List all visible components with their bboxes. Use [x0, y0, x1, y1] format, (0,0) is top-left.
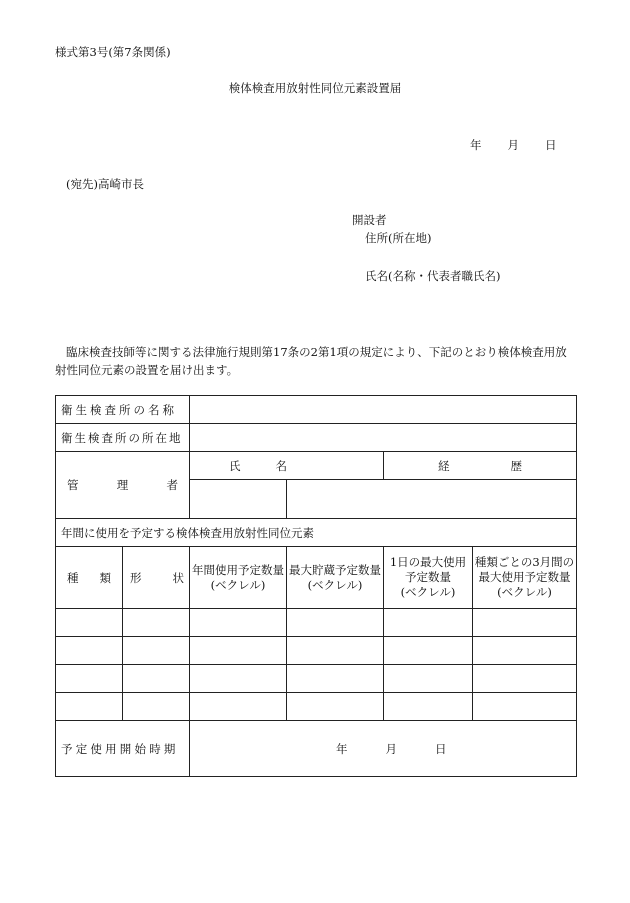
storage-cell[interactable]	[287, 609, 384, 637]
manager-career-header: 経 歴	[384, 452, 577, 480]
three-month-cell[interactable]	[473, 609, 577, 637]
manager-name-header: 氏 名	[190, 452, 384, 480]
start-month: 月	[385, 741, 397, 756]
notification-table	[55, 395, 577, 777]
facility-name-label: 衛生検査所の名称	[56, 396, 190, 424]
three-month-cell[interactable]	[473, 637, 577, 665]
addressee: (宛先)高崎市長	[66, 177, 144, 191]
daily-cell[interactable]	[384, 609, 473, 637]
storage-cell[interactable]	[287, 665, 384, 693]
three-month-max-header: 種類ごとの3月間の 最大使用予定数量 (ベクレル)	[473, 547, 577, 609]
three-month-cell[interactable]	[473, 693, 577, 721]
annual-cell[interactable]	[190, 693, 287, 721]
storage-cell[interactable]	[287, 637, 384, 665]
annual-cell[interactable]	[190, 637, 287, 665]
manager-career-field[interactable]	[287, 480, 577, 519]
form-header: 形 状	[123, 547, 190, 609]
isotope-row	[56, 693, 577, 721]
date-year: 年	[470, 138, 482, 152]
manager-name-field[interactable]	[190, 480, 287, 519]
facility-name-field[interactable]	[190, 396, 577, 424]
manager-label: 管 理 者	[56, 452, 190, 519]
kind-cell[interactable]	[56, 609, 123, 637]
form-cell[interactable]	[123, 665, 190, 693]
annual-quantity-header: 年間使用予定数量 (ベクレル)	[190, 547, 287, 609]
applicant-heading: 開設者	[352, 213, 387, 227]
kind-cell[interactable]	[56, 637, 123, 665]
annual-cell[interactable]	[190, 609, 287, 637]
daily-cell[interactable]	[384, 665, 473, 693]
storage-cell[interactable]	[287, 693, 384, 721]
daily-cell[interactable]	[384, 637, 473, 665]
submission-date	[470, 137, 557, 153]
isotope-row	[56, 637, 577, 665]
kind-cell[interactable]	[56, 665, 123, 693]
date-day: 日	[545, 138, 557, 152]
applicant-address-label: 住所(所在地)	[365, 231, 432, 245]
three-month-cell[interactable]	[473, 665, 577, 693]
start-date-label: 予定使用開始時期	[56, 721, 190, 777]
daily-cell[interactable]	[384, 693, 473, 721]
start-year: 年	[336, 741, 348, 756]
isotope-row	[56, 665, 577, 693]
form-number: 様式第3号(第7条関係)	[55, 45, 171, 59]
date-month: 月	[507, 138, 519, 152]
daily-max-header: 1日の最大使用 予定数量 (ベクレル)	[384, 547, 473, 609]
kind-header: 種 類	[56, 547, 123, 609]
form-cell[interactable]	[123, 609, 190, 637]
document-title: 検体検査用放射性同位元素設置届	[228, 81, 402, 95]
isotope-section-title: 年間に使用を予定する検体検査用放射性同位元素	[56, 519, 577, 547]
start-date-field[interactable]	[190, 721, 577, 777]
statement-line-2: 射性同位元素の設置を届け出ます。	[55, 363, 239, 377]
annual-cell[interactable]	[190, 665, 287, 693]
facility-address-field[interactable]	[190, 424, 577, 452]
kind-cell[interactable]	[56, 693, 123, 721]
isotope-row	[56, 609, 577, 637]
applicant-name-label: 氏名(名称・代表者職氏名)	[365, 269, 501, 283]
form-cell[interactable]	[123, 637, 190, 665]
facility-address-label: 衛生検査所の所在地	[56, 424, 190, 452]
form-cell[interactable]	[123, 693, 190, 721]
statement-line-1: 臨床検査技師等に関する法律施行規則第17条の2第1項の規定により、下記のとおり検体検査用放	[66, 345, 567, 359]
max-storage-header: 最大貯蔵予定数量 (ベクレル)	[287, 547, 384, 609]
start-day: 日	[435, 741, 447, 756]
